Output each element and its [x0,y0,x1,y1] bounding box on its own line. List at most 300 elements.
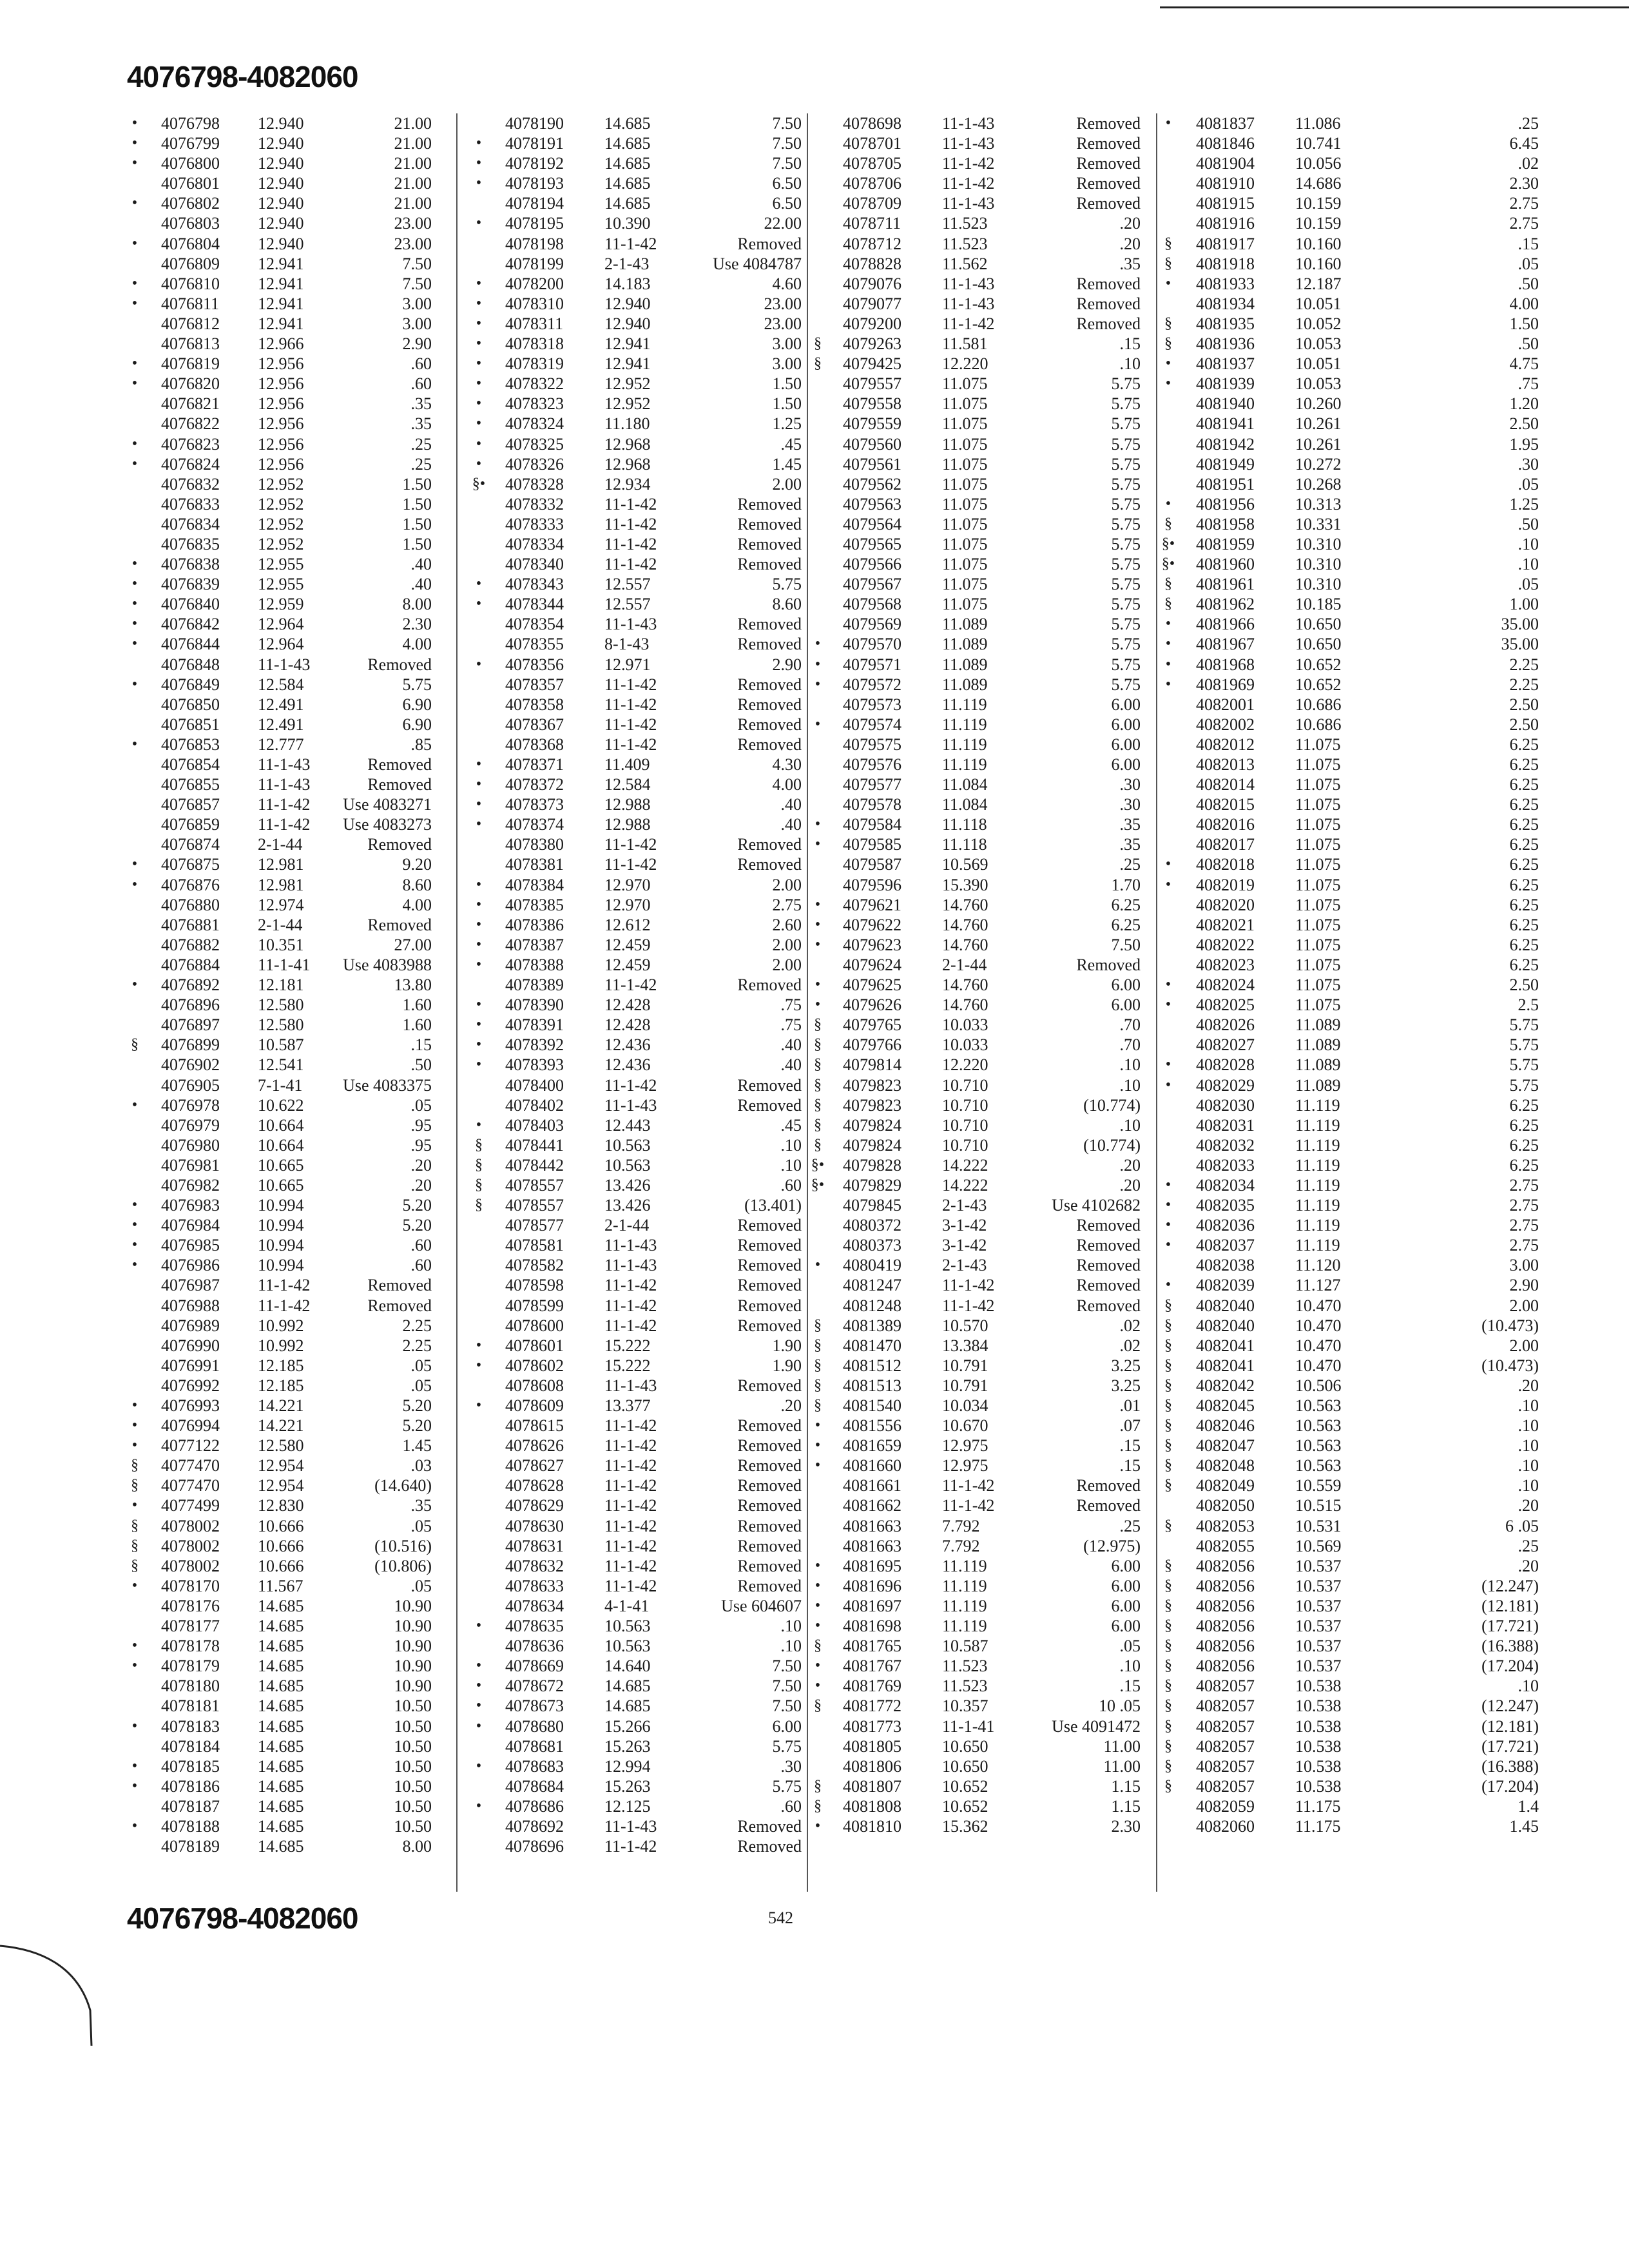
row-value: .20 [1518,1376,1539,1395]
table-row [1159,634,1610,654]
table-row [122,294,458,314]
row-marker: § [814,1797,822,1814]
table-row [459,1576,808,1596]
price-code: 10.537 [1295,1576,1342,1595]
row-value: .10 [1518,555,1539,574]
row-marker: § [131,1537,139,1554]
part-number: 4082030 [1196,1095,1255,1115]
price-code: 11-1-43 [258,755,311,774]
row-value: Removed [737,1476,802,1495]
row-value: .10 [780,1135,802,1155]
table-row [1159,1356,1610,1376]
price-code: 14.685 [604,194,651,213]
table-row [809,1095,1157,1115]
row-marker: • [476,294,482,312]
price-code: 12.185 [258,1376,304,1395]
price-code: 10.052 [1295,314,1342,333]
row-value: 6.25 [1509,875,1539,894]
row-value: 5.75 [402,675,432,694]
price-code: 14.685 [604,1677,651,1696]
row-value: 23.00 [764,294,802,313]
part-number: 4082041 [1196,1356,1255,1375]
price-code: 13.384 [942,1336,988,1355]
table-row [122,935,458,955]
table-row [809,374,1157,394]
price-code: 14.685 [258,1677,304,1696]
price-code: 11.086 [1295,114,1341,133]
row-marker: § [1164,1717,1172,1735]
row-marker: § [1164,1757,1172,1774]
row-value: .10 [780,1617,802,1636]
table-row [809,173,1157,193]
price-code: 11.075 [1295,815,1341,834]
price-code: 11.075 [942,474,988,494]
table-row [122,1475,458,1495]
table-row [122,1576,458,1596]
price-code: 14.685 [258,1657,304,1676]
price-code: 10.563 [1295,1416,1342,1436]
price-code: 12.941 [258,254,304,273]
row-value: 3.00 [402,294,432,313]
table-row [459,1776,808,1796]
table-row [809,735,1157,754]
table-row [122,695,458,715]
part-number: 4079824 [843,1115,901,1135]
part-number: 4076880 [161,895,220,914]
table-row [122,1255,458,1275]
price-code: 10.569 [942,855,988,874]
price-code: 10.670 [942,1416,988,1436]
part-number: 4078183 [161,1716,220,1736]
part-number: 4079623 [843,935,901,954]
price-code: 12.970 [604,895,651,914]
row-marker: • [815,1597,821,1614]
row-value: .10 [1518,1456,1539,1475]
part-number: 4078170 [161,1576,220,1595]
row-value: 1.60 [402,995,432,1015]
price-code: 12.428 [604,1015,651,1035]
price-code: 11.075 [942,454,988,474]
table-row [1159,113,1610,133]
price-code: 12.974 [258,895,304,914]
row-value: 6.00 [1111,695,1141,714]
row-marker: • [131,274,138,292]
part-number: 4078190 [505,114,564,133]
part-number: 4079567 [843,575,901,594]
row-marker: • [476,335,482,352]
table-row [122,494,458,514]
part-number: 4078356 [505,655,564,674]
page-number: 542 [768,1908,793,1927]
row-marker: • [131,615,138,633]
part-number: 4076835 [161,534,220,553]
row-value: 3.25 [1111,1356,1141,1375]
part-number: 4078328 [505,474,564,494]
price-code: 11.180 [604,414,650,434]
row-value: .95 [410,1135,432,1155]
row-value: .15 [1518,234,1539,253]
price-code: 10.665 [258,1155,304,1175]
table-row [1159,394,1610,414]
price-code: 11.075 [942,514,988,533]
part-number: 4078393 [505,1055,564,1075]
price-code: 12.584 [604,775,651,794]
row-value: 5.75 [1509,1075,1539,1095]
row-value: .15 [1119,334,1141,354]
price-code: 11.119 [942,1617,987,1636]
part-number: 4079565 [843,534,901,553]
row-value: Removed [737,1316,802,1335]
table-row [459,1556,808,1576]
part-number: 4082031 [1196,1115,1255,1135]
part-number: 4076876 [161,875,220,894]
table-row [809,935,1157,955]
part-number: 4077470 [161,1476,220,1495]
row-value: 5.75 [1111,575,1141,594]
row-value: 23.00 [394,214,432,233]
part-number: 4081556 [843,1416,901,1436]
row-marker: § [814,1356,822,1374]
table-row [1159,1716,1610,1736]
part-number: 4081959 [1196,534,1255,553]
price-code: 10.741 [1295,134,1342,153]
row-value: 2.75 [1509,214,1539,233]
row-value: 2.75 [1509,1175,1539,1195]
table-row [809,1195,1157,1215]
table-row [1159,995,1610,1015]
row-marker: § [1164,1376,1172,1394]
price-code: 15.222 [604,1336,651,1355]
table-row [122,514,458,534]
row-value: 10.50 [394,1696,432,1716]
table-row [122,1636,458,1656]
part-number: 4081915 [1196,194,1255,213]
row-value: 3.00 [772,354,802,374]
part-number: 4078828 [843,254,901,273]
row-value: 7.50 [402,274,432,293]
table-row [809,1275,1157,1295]
table-row [459,1816,808,1836]
row-value: .15 [1119,1436,1141,1456]
row-value: Removed [737,975,802,995]
price-code: 11.523 [942,1677,988,1696]
part-number: 4079621 [843,895,901,914]
part-number: 4082042 [1196,1376,1255,1395]
row-marker: § [814,1777,822,1794]
price-code: 10.650 [942,1736,988,1756]
table-row [809,1215,1157,1235]
row-value: .50 [1518,514,1539,533]
row-value: 6.00 [1111,1617,1141,1636]
table-row [122,1836,458,1856]
table-row [122,173,458,193]
part-number: 4082021 [1196,915,1255,934]
part-number: 4078684 [505,1776,564,1796]
part-number: 4079562 [843,474,901,494]
price-code: 10.515 [1295,1496,1342,1515]
price-code: 3-1-42 [942,1236,987,1255]
table-row [122,754,458,774]
table-row [1159,454,1610,474]
row-value: Use 4083375 [343,1075,432,1095]
row-value: .95 [410,1115,432,1135]
price-code: 11.119 [1295,1135,1340,1155]
price-code: 14.685 [258,1837,304,1856]
row-marker: • [815,1817,821,1834]
table-row [809,915,1157,935]
row-value: 7.50 [402,254,432,273]
table-row [459,1316,808,1336]
price-code: 10.650 [1295,635,1342,654]
table-row [459,173,808,193]
price-code: 10.665 [258,1175,304,1195]
row-value: 6.25 [1509,1135,1539,1155]
price-code: 11.075 [1295,735,1341,754]
row-marker: • [476,876,482,893]
price-code: 10.994 [258,1256,304,1275]
part-number: 4079765 [843,1015,901,1035]
part-number: 4082025 [1196,995,1255,1015]
price-code: 12.185 [258,1356,304,1375]
part-number: 4076884 [161,955,220,974]
table-row [459,1456,808,1475]
table-row [1159,794,1610,814]
part-number: 4082037 [1196,1236,1255,1255]
price-code: 10.538 [1295,1736,1342,1756]
part-number: 4081846 [1196,134,1255,153]
row-value: .02 [1518,154,1539,173]
price-code: 10.538 [1295,1756,1342,1776]
row-value: .15 [410,1035,432,1055]
table-row [1159,975,1610,995]
row-value: .05 [1518,474,1539,494]
price-code: 10.051 [1295,354,1342,374]
table-row [809,414,1157,434]
part-number: 4080373 [843,1236,901,1255]
row-marker: • [1165,495,1171,512]
row-value: .05 [410,1576,432,1595]
row-marker: § [1164,1417,1172,1434]
row-value: 5.75 [1111,655,1141,674]
row-value: Removed [367,835,432,854]
table-row [1159,334,1610,354]
row-value: Removed [737,1816,802,1836]
table-row [459,1596,808,1616]
part-number: 4078600 [505,1316,564,1335]
table-row [459,213,808,233]
row-value: 21.00 [394,134,432,153]
price-code: 14.221 [258,1396,304,1415]
row-value: (16.388) [1481,1637,1539,1656]
row-value: 11.00 [1103,1736,1141,1756]
part-number: 4076859 [161,815,220,834]
price-code: 10.666 [258,1556,304,1575]
price-code: 11.175 [1295,1796,1341,1816]
row-value: 10.50 [394,1796,432,1816]
part-number: 4081933 [1196,274,1255,293]
row-marker: • [131,135,138,152]
row-marker: § [1164,1637,1172,1655]
row-value: 5.75 [772,1776,802,1796]
part-number: 4076984 [161,1216,220,1235]
part-number: 4082039 [1196,1276,1255,1295]
table-row [459,1135,808,1155]
part-number: 4081935 [1196,314,1255,333]
part-number: 4080372 [843,1216,901,1235]
part-number: 4078672 [505,1677,564,1696]
table-row [1159,1035,1610,1055]
row-value: .25 [1119,855,1141,874]
row-value: Removed [737,1296,802,1315]
row-marker: • [131,735,138,753]
price-code: 11.075 [1295,835,1341,854]
row-marker: § [1164,1657,1172,1675]
price-code: 12.436 [604,1055,651,1075]
row-value: 2.50 [1509,695,1539,714]
table-row [122,334,458,354]
row-marker: § [814,1316,822,1334]
price-code: 10.506 [1295,1376,1342,1395]
row-value: (10.774) [1083,1135,1141,1155]
table-row [1159,534,1610,554]
price-code: 10.652 [1295,675,1342,694]
row-value: .60 [780,1796,802,1816]
part-number: 4081918 [1196,254,1255,273]
part-number: 4079557 [843,374,901,394]
table-row [1159,1756,1610,1776]
row-marker: • [476,215,482,232]
row-marker: • [815,1557,821,1574]
table-row [459,1495,808,1515]
table-row [809,814,1157,834]
row-value: 6.25 [1509,955,1539,974]
price-code: 2-1-44 [258,835,303,854]
table-row [809,834,1157,854]
price-code: 10.563 [604,1155,651,1175]
table-row [459,1115,808,1135]
row-value: 7.50 [772,154,802,173]
part-number: 4078686 [505,1796,564,1816]
row-marker: § [475,1156,483,1173]
row-value: Removed [737,1516,802,1535]
table-row [1159,594,1610,614]
part-number: 4078683 [505,1756,564,1776]
price-code: 10.994 [258,1196,304,1215]
part-number: 4082057 [1196,1696,1255,1716]
row-marker: • [131,195,138,212]
part-number: 4076850 [161,695,220,714]
price-code: 10.569 [1295,1536,1342,1555]
row-value: Removed [737,1837,802,1856]
row-value: .70 [1119,1035,1141,1055]
part-number: 4078325 [505,434,564,454]
price-code: 10.470 [1295,1316,1342,1335]
part-number: 4081810 [843,1816,901,1836]
part-number: 4082047 [1196,1436,1255,1456]
price-code: 12.952 [258,494,304,514]
row-value: 5.75 [1111,374,1141,394]
table-row [809,1776,1157,1796]
row-marker: • [476,415,482,432]
part-number: 4082023 [1196,955,1255,974]
row-marker: • [1165,1276,1171,1294]
part-number: 4082019 [1196,875,1255,894]
row-value: .35 [1119,815,1141,834]
part-number: 4079587 [843,855,901,874]
price-code: 12.952 [258,534,304,553]
part-number: 4081765 [843,1637,901,1656]
price-code: 12.220 [942,354,988,374]
table-row [1159,1696,1610,1716]
row-value: .10 [1119,1115,1141,1135]
table-row [122,1215,458,1235]
row-marker: • [1165,996,1171,1014]
part-number: 4078633 [505,1576,564,1595]
price-code: 14.222 [942,1155,988,1175]
part-number: 4078388 [505,955,564,974]
table-row [122,1055,458,1075]
table-row [459,1716,808,1736]
price-code: 11-1-42 [604,534,657,553]
table-row [122,254,458,274]
table-row [809,133,1157,153]
table-row [809,1015,1157,1035]
row-marker: • [476,916,482,933]
price-code: 14.685 [258,1816,304,1836]
row-marker: § [1164,1316,1172,1334]
row-value: Removed [367,915,432,934]
row-marker: § [1164,1617,1172,1635]
table-row [459,655,808,675]
part-number: 4078386 [505,915,564,934]
row-value: 5.75 [1111,514,1141,533]
price-code: 11.409 [604,755,650,774]
row-value: 6.00 [772,1716,802,1736]
table-row [122,1756,458,1776]
row-value: 3.25 [1111,1376,1141,1395]
table-row [122,1336,458,1356]
table-row [122,1316,458,1336]
row-value: 1.90 [772,1356,802,1375]
row-marker: • [815,1657,821,1675]
price-code: 13.377 [604,1396,651,1415]
row-value: 7.50 [772,1677,802,1696]
row-marker: § [1164,1336,1172,1354]
table-row [122,153,458,173]
part-number: 4078599 [505,1296,564,1315]
part-number: 4079574 [843,715,901,734]
row-marker: § [1164,1457,1172,1474]
part-number: 4078185 [161,1756,220,1776]
row-marker: • [131,1236,138,1254]
part-number: 4081512 [843,1356,901,1375]
row-value: 6.25 [1509,735,1539,754]
part-number: 4079823 [843,1095,901,1115]
part-number: 4076978 [161,1095,220,1115]
price-code: 10.310 [1295,575,1342,594]
price-code: 11.120 [1295,1256,1341,1275]
price-code: 12.491 [258,695,304,714]
table-row [809,1576,1157,1596]
row-value: (14.640) [374,1476,432,1495]
part-number: 4078557 [505,1196,564,1215]
page-footer-range: 4076798-4082060 [127,1901,358,1935]
table-row [1159,1235,1610,1255]
part-number: 4079576 [843,755,901,774]
part-number: 4079828 [843,1155,901,1175]
table-row [122,1075,458,1095]
price-code: 12.988 [604,795,651,814]
